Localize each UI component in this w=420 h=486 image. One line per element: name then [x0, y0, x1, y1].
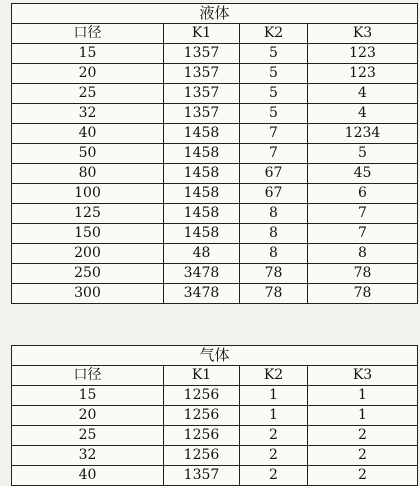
table-row — [12, 426, 418, 446]
table-row — [12, 104, 418, 124]
table-row — [12, 466, 418, 486]
liquid-cell-k2: 8 — [240, 224, 308, 244]
liquid-cell-k3: 78 — [308, 264, 418, 284]
liquid-cell-diameter: 300 — [12, 284, 164, 304]
gas-cell-diameter: 40 — [12, 466, 164, 486]
gas-cell-diameter: 32 — [12, 446, 164, 466]
liquid-cell-k2: 8 — [240, 204, 308, 224]
liquid-cell-k2: 5 — [240, 64, 308, 84]
liquid-header-k1: K1 — [164, 24, 240, 44]
table-row — [12, 144, 418, 164]
table-row — [12, 244, 418, 264]
liquid-header-row — [12, 24, 418, 44]
liquid-cell-k1: 1357 — [164, 84, 240, 104]
liquid-cell-k2: 8 — [240, 244, 308, 264]
table-row — [12, 386, 418, 406]
liquid-cell-k2: 5 — [240, 84, 308, 104]
table-row — [12, 164, 418, 184]
liquid-cell-k1: 1357 — [164, 104, 240, 124]
gas-cell-k2: 1 — [240, 406, 308, 426]
table-row — [12, 204, 418, 224]
gas-cell-k3: 2 — [308, 446, 418, 466]
gas-cell-k3: 1 — [308, 406, 418, 426]
gas-header-k1: K1 — [164, 366, 240, 386]
gas-cell-k1: 1256 — [164, 386, 240, 406]
liquid-cell-k2: 78 — [240, 264, 308, 284]
gas-cell-k2: 1 — [240, 386, 308, 406]
table-row — [12, 184, 418, 204]
liquid-cell-k2: 5 — [240, 104, 308, 124]
gas-cell-k3: 1 — [308, 386, 418, 406]
gas-cell-k1: 1256 — [164, 426, 240, 446]
gas-header-row — [12, 366, 418, 386]
gas-table-title: 气体 — [12, 346, 418, 366]
liquid-cell-diameter: 80 — [12, 164, 164, 184]
liquid-cell-k3: 6 — [308, 184, 418, 204]
gas-cell-k1: 1357 — [164, 466, 240, 486]
liquid-cell-k1: 1458 — [164, 224, 240, 244]
gas-cell-k3: 2 — [308, 466, 418, 486]
liquid-cell-k1: 1458 — [164, 164, 240, 184]
liquid-cell-diameter: 32 — [12, 104, 164, 124]
gas-header-diameter: 口径 — [12, 366, 164, 386]
liquid-cell-diameter: 200 — [12, 244, 164, 264]
liquid-cell-k1: 3478 — [164, 284, 240, 304]
gas-cell-diameter: 20 — [12, 406, 164, 426]
liquid-cell-k3: 4 — [308, 104, 418, 124]
table-row — [12, 264, 418, 284]
gas-header-k3: K3 — [308, 366, 418, 386]
gas-cell-diameter: 25 — [12, 426, 164, 446]
table-row — [12, 124, 418, 144]
liquid-cell-k3: 123 — [308, 44, 418, 64]
gas-cell-k2: 2 — [240, 466, 308, 486]
liquid-cell-diameter: 50 — [12, 144, 164, 164]
liquid-cell-k1: 1357 — [164, 64, 240, 84]
table-row — [12, 44, 418, 64]
liquid-cell-k1: 1458 — [164, 184, 240, 204]
liquid-cell-diameter: 125 — [12, 204, 164, 224]
liquid-cell-diameter: 250 — [12, 264, 164, 284]
table-row — [12, 64, 418, 84]
table-row — [12, 446, 418, 466]
liquid-cell-k3: 78 — [308, 284, 418, 304]
liquid-cell-k3: 1234 — [308, 124, 418, 144]
gas-title-row — [12, 346, 418, 366]
gas-table — [11, 345, 418, 486]
liquid-cell-k3: 8 — [308, 244, 418, 264]
liquid-cell-diameter: 25 — [12, 84, 164, 104]
liquid-table-title: 液体 — [12, 4, 418, 24]
table-row — [12, 284, 418, 304]
liquid-title-row — [12, 4, 418, 24]
liquid-cell-diameter: 15 — [12, 44, 164, 64]
table-row — [12, 406, 418, 426]
liquid-table — [11, 3, 418, 304]
gas-cell-k2: 2 — [240, 426, 308, 446]
liquid-cell-k3: 4 — [308, 84, 418, 104]
liquid-cell-k1: 1458 — [164, 204, 240, 224]
liquid-cell-diameter: 150 — [12, 224, 164, 244]
gas-cell-diameter: 15 — [12, 386, 164, 406]
liquid-cell-k2: 78 — [240, 284, 308, 304]
liquid-cell-k2: 7 — [240, 124, 308, 144]
liquid-cell-k2: 67 — [240, 164, 308, 184]
liquid-cell-k3: 7 — [308, 224, 418, 244]
liquid-cell-diameter: 20 — [12, 64, 164, 84]
liquid-cell-k2: 67 — [240, 184, 308, 204]
gas-cell-k3: 2 — [308, 426, 418, 446]
table-row — [12, 84, 418, 104]
table-row — [12, 224, 418, 244]
liquid-cell-k2: 7 — [240, 144, 308, 164]
liquid-cell-k3: 7 — [308, 204, 418, 224]
liquid-header-diameter: 口径 — [12, 24, 164, 44]
liquid-cell-k3: 45 — [308, 164, 418, 184]
gas-header-k2: K2 — [240, 366, 308, 386]
liquid-cell-k1: 48 — [164, 244, 240, 264]
liquid-cell-k1: 3478 — [164, 264, 240, 284]
liquid-cell-k1: 1357 — [164, 44, 240, 64]
liquid-cell-k1: 1458 — [164, 144, 240, 164]
liquid-table-body — [12, 4, 418, 304]
liquid-header-k2: K2 — [240, 24, 308, 44]
gas-cell-k2: 2 — [240, 446, 308, 466]
liquid-cell-k1: 1458 — [164, 124, 240, 144]
liquid-cell-k3: 5 — [308, 144, 418, 164]
liquid-cell-k2: 5 — [240, 44, 308, 64]
gas-cell-k1: 1256 — [164, 406, 240, 426]
liquid-header-k3: K3 — [308, 24, 418, 44]
liquid-cell-diameter: 100 — [12, 184, 164, 204]
liquid-cell-k3: 123 — [308, 64, 418, 84]
gas-table-body — [12, 346, 418, 486]
gas-cell-k1: 1256 — [164, 446, 240, 466]
liquid-cell-diameter: 40 — [12, 124, 164, 144]
